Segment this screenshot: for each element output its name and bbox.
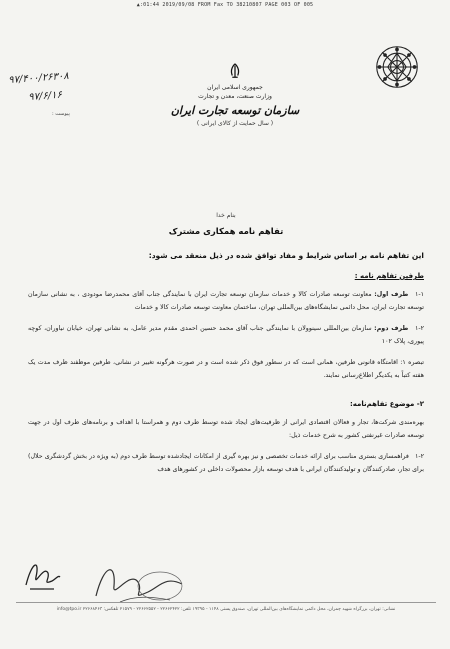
party-1-text: معاونت توسعه صادرات کالا و خدمات سازمان توسعه تجارت ایران با نمایندگی جناب آقای محمدرضا مودودی ، به نشانی سازمان توسعه تجارت ایران، محل دائمی نمایشگاه‌های بین‌المللی تهران، ساختمان معاونت توسعه صادرات کالا و خدمات bbox=[28, 291, 424, 311]
section-2-heading: ۲- موضوع تفاهم‌نامه: bbox=[350, 400, 424, 408]
party-2-text: سازمان بین‌المللی سینوولان با نمایندگی جناب آقای محمد حسین احمدی مقدم مدیر عامل، به نشانی تهران، خیابان نیاوران، کوچه پیوری، پلاک ۱۰۲ bbox=[28, 325, 424, 345]
reference-number: ۹۷/۴۰۰/۲۶۳۰۸ bbox=[8, 70, 70, 86]
party-2-paragraph bbox=[28, 322, 424, 348]
party-1-paragraph bbox=[28, 288, 424, 314]
fax-transmission-header: ▲:01:44 2019/09/08 FROM Fax TO 38210807 PAGE 003 OF 005 bbox=[136, 2, 314, 8]
party-2-lead: طرف دوم: bbox=[374, 325, 409, 332]
footer-address: نشانی: تهران، بزرگراه شهید چمران، محل دائمی نمایشگاه‌های بین‌المللی تهران، صندوق پستی ۱۱۴۸ - ۱۹۳۹۵ تلفن: ۲۲۶۶۲۴۲۲ - ۲۲۶۶۲۵۵۲ - ۲۱۵۷۹ تلفکس: ۲۲۶۶۸۴۶۳ bbox=[82, 607, 396, 612]
intro-paragraph: این تفاهم نامه بر اساس شرایط و مفاد توافق شده در ذیل منعقد می شود: bbox=[148, 251, 424, 260]
footer-email: info@tpo.ir bbox=[56, 607, 82, 612]
party-2-number: ۱-۲ bbox=[414, 325, 424, 332]
item-2-1-number: ۱-۲ bbox=[414, 453, 424, 460]
geometric-star-logo-icon bbox=[374, 44, 420, 90]
section-1-heading: طرفین تفاهم نامه : bbox=[354, 272, 424, 280]
attachment-label: پیوست : bbox=[52, 111, 70, 117]
party-1-number: ۱-۱ bbox=[414, 291, 424, 298]
document-title: تفاهم نامه همکاری مشترک bbox=[168, 227, 284, 237]
section-2-paragraph: بهره‌مندی شرکت‌ها، تجار و فعالان اقتصادی ایرانی از ظرفیت‌های ایجاد شده توسط طرف دوم و همراستا با اهداف و برنامه‌های طرف اول در جهت توسعه صادرات غیرنفتی کشور به شرح خدمات ذیل: bbox=[28, 419, 424, 439]
item-2-1-paragraph bbox=[28, 450, 424, 476]
iran-emblem-icon bbox=[226, 62, 244, 80]
item-2-1-text: فراهمسازی بستری مناسب برای ارائه خدمات تخصصی و نیز بهره گیری از امکانات ایجادشده توسط طرف دوم (به ویژه در بخش گردشگری حلال) برای تجار، صادرکنندگان و تولیدکنندگان ایرانی با هدف توسعه بازار محصولات داخلی در کشورهای هدف bbox=[28, 453, 424, 473]
republic-title: جمهوری اسلامی ایران bbox=[207, 84, 263, 91]
year-slogan: ( سال حمایت از کالای ایرانی ) bbox=[196, 120, 274, 127]
note-1-paragraph: تبصره ۱: اقامتگاه قانونی طرفین، همانی است که در سطور فوق ذکر شده است و در صورت هرگونه تغییر در نشانی، طرفین موظفند ظرف مدت یک هفته کتباً به یکدیگر اطلاع‌رسانی نمایند. bbox=[28, 359, 425, 379]
bismillah-line: بنام خدا bbox=[216, 212, 236, 219]
letterhead bbox=[150, 62, 320, 127]
party-1-lead: طرف اول: bbox=[374, 291, 409, 298]
organization-name: سازمان توسعه تجارت ایران bbox=[170, 104, 300, 117]
letter-footer bbox=[16, 602, 436, 613]
ministry-title: وزارت صنعت، معدن و تجارت bbox=[198, 93, 272, 100]
document-body bbox=[28, 212, 424, 476]
reference-date: ۹۷/۶/۱۶ bbox=[28, 89, 63, 103]
handwritten-signature bbox=[22, 555, 62, 593]
